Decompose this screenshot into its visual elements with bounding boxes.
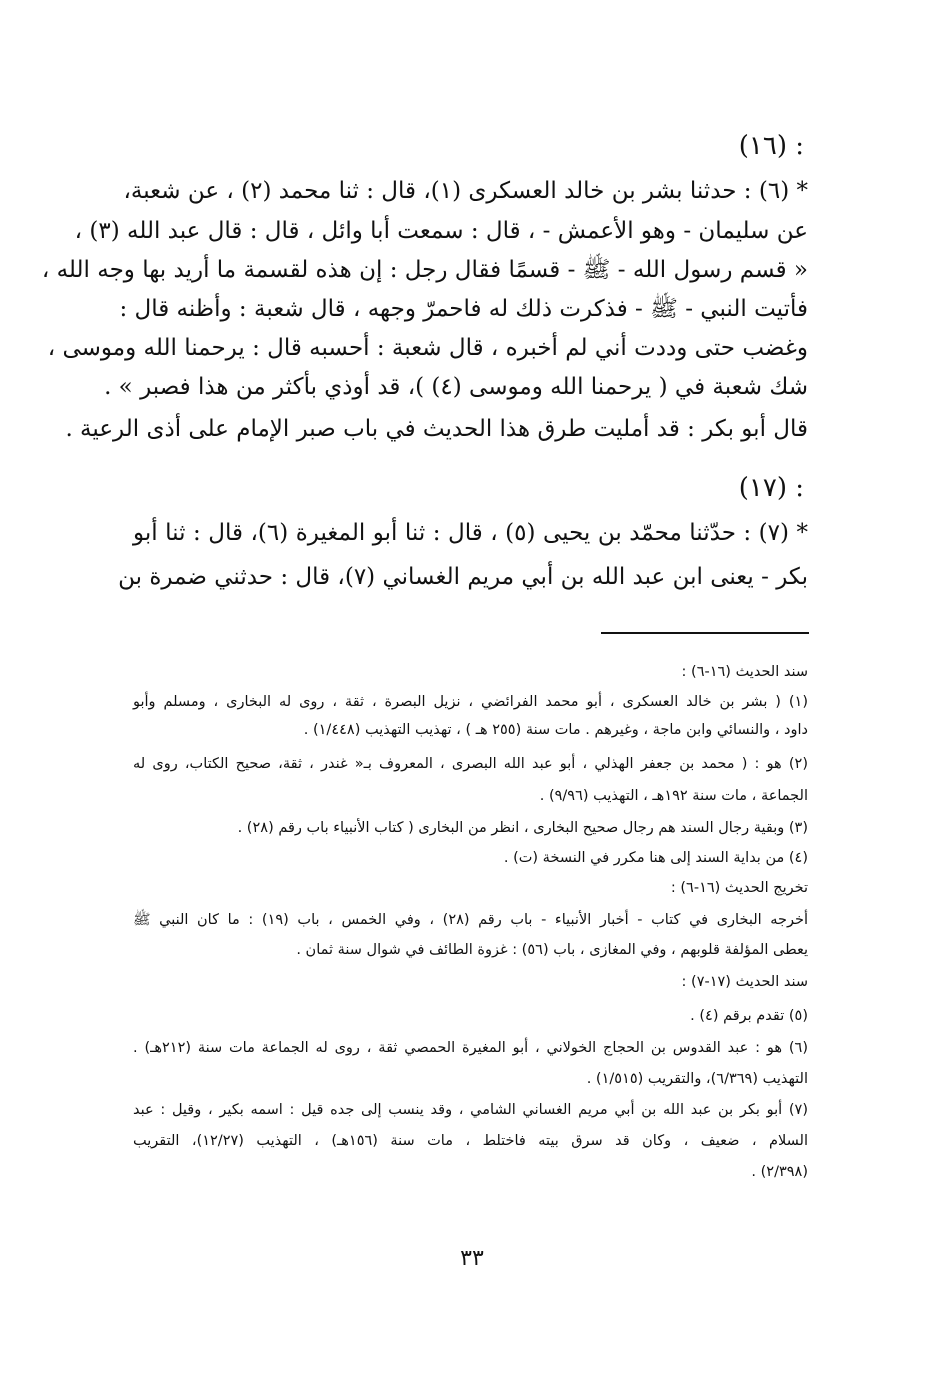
section-17-line-2: بكر - يعنى ابن عبد الله بن أبي مريم الغساني (٧)، قال : حدثني ضمرة بن bbox=[118, 564, 808, 590]
takhrij-line-1: أخرجه البخارى في كتاب - أخبار الأنبياء - باب رقم (٢٨) ، وفي الخمس ، باب (١٩) : ما كان النبي ﷺ bbox=[133, 912, 808, 928]
section-17-line-1: * (٧) : حدّثنا محمّد بن يحيى (٥) ، قال : ثنا أبو المغيرة (٦)، قال : ثنا أبو bbox=[133, 520, 808, 546]
footnote-separator bbox=[601, 632, 809, 634]
page-number: ٣٣ bbox=[460, 1246, 484, 1271]
footnote-heading-sanad-17: سند الحديث (١٧-٧) : bbox=[681, 974, 808, 990]
footnote-6-line-2: التهذيب (٦/٣٦٩)، والتقريب (١/٥١٥) . bbox=[586, 1071, 808, 1087]
footnote-1-line-2: داود ، والنسائي وابن ماجة ، وغيرهم . مات سنة (٢٥٥ هـ ) ، تهذيب التهذيب (١/٤٤٨) . bbox=[303, 722, 808, 738]
takhrij-line-2: يعطى المؤلفة قلوبهم ، وفي المغازى ، باب (٥٦) : غزوة الطائف في شوال سنة ثمان . bbox=[296, 942, 808, 958]
footnote-3: (٣) وبقية رجال السند هم رجال صحيح البخارى ، انظر من البخارى ( كتاب الأنبياء باب رقم (٢٨) . bbox=[237, 820, 808, 836]
footnote-heading-sanad-16: سند الحديث (١٦-٦) : bbox=[681, 664, 808, 680]
section-16-line-3: « قسم رسول الله - ﷺ - قسمًا فقال رجل : إن هذه لقسمة ما أريد بها وجه الله ، bbox=[41, 257, 808, 283]
footnote-5: (٥) تقدم برقم (٤) . bbox=[690, 1008, 808, 1024]
section-16-line-5: وغضب حتى وددت أني لم أخبره ، قال شعبة : أحسبه قال : يرحمنا الله وموسى ، bbox=[47, 335, 808, 361]
footnote-2-line-1: (٢) هو : ( محمد بن جعفر الهذلي ، أبو عبد الله البصرى ، المعروف بـ« غندر ، ثقة، صحيح الكتاب، روى له bbox=[133, 756, 808, 772]
footnote-1-line-1: (١) ( بشر بن خالد العسكرى ، أبو محمد الفرائضي ، نزيل البصرة ، ثقة ، روى له البخارى ، ومسلم وأبو bbox=[133, 694, 808, 710]
footnote-6-line-1: (٦) هو : عبد القدوس بن الحجاج الخولاني ، أبو المغيرة الحمصي ثقة ، روى له الجماعة مات سنة (٢١٢هـ) . bbox=[133, 1040, 808, 1056]
section-16-line-4: فأتيت النبي - ﷺ - فذكرت ذلك له فاحمرّ وجهه ، قال شعبة : وأظنه قال : bbox=[119, 296, 808, 322]
footnote-4: (٤) من بداية السند إلى هنا مكرر في النسخة (ت) . bbox=[503, 850, 808, 866]
section-17-heading: : (١٧) bbox=[738, 473, 804, 503]
footnote-7-line-1: (٧) أبو بكر بن عبد الله بن أبي مريم الغساني الشامي ، وقد ينسب إلى جده قيل : اسمه بكير ، وقيل : عبد bbox=[133, 1102, 808, 1118]
footnote-2-line-2: الجماعة ، مات سنة ١٩٢هـ ، التهذيب (٩/٩٦) . bbox=[539, 788, 808, 804]
footnote-heading-takhrij-16: تخريج الحديث (١٦-٦) : bbox=[670, 880, 808, 896]
section-16-line-1: * (٦) : حدثنا بشر بن خالد العسكرى (١)، قال : ثنا محمد (٢) ، عن شعبة، bbox=[123, 178, 808, 204]
section-16-line-2: عن سليمان - وهو الأعمش - ، قال : سمعت أبا وائل ، قال : قال عبد الله (٣) ، bbox=[74, 218, 808, 244]
section-16-comment: قال أبو بكر : قد أمليت طرق هذا الحديث في باب صبر الإمام على أذى الرعية . bbox=[65, 416, 808, 442]
section-16-heading: : (١٦) bbox=[738, 131, 804, 161]
footnote-7-line-2: السلام ، ضعيف ، وكان قد سرق بيته فاختلط ، مات سنة (١٥٦هـ) ، التهذيب (١٢/٢٧)، التقريب bbox=[133, 1133, 808, 1149]
footnote-7-line-3: (٢/٣٩٨) . bbox=[751, 1164, 808, 1180]
section-16-line-6: شك شعبة في ( يرحمنا الله وموسى (٤) )، قد أوذي بأكثر من هذا فصبر » . bbox=[104, 374, 808, 400]
